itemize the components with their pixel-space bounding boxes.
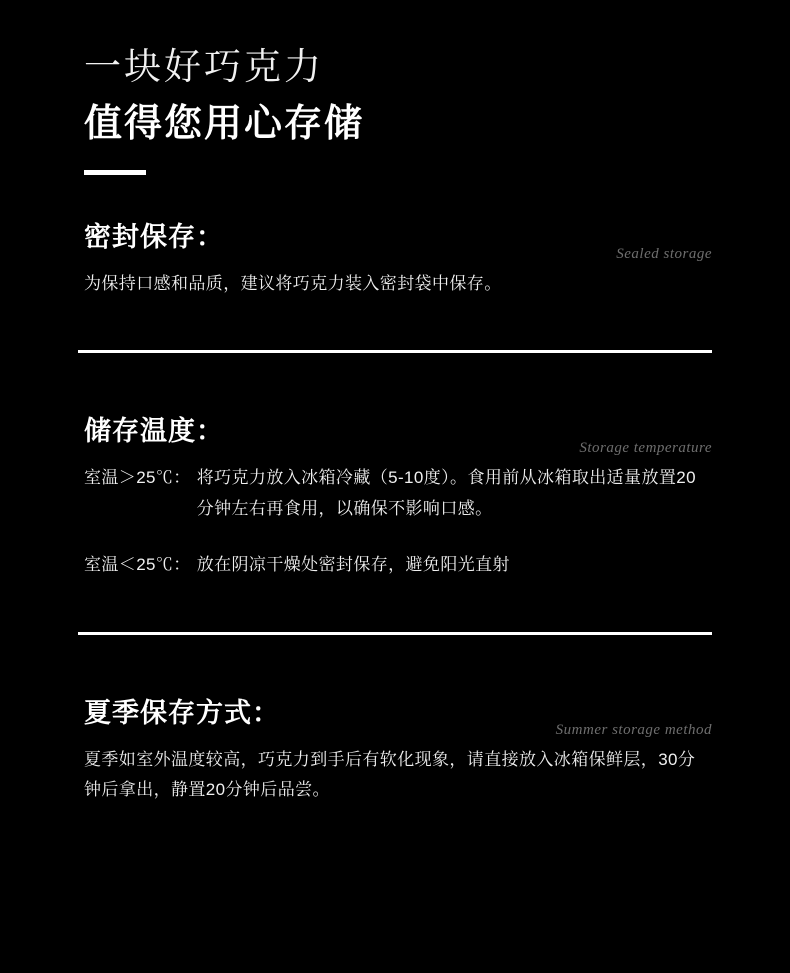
temperature-row [84, 550, 712, 580]
page-title-line-1: 一块好巧克力 [84, 46, 324, 87]
section-summer-storage-head [84, 691, 712, 745]
section-sealed-storage-title: 密封保存： [84, 221, 224, 252]
section-summer-storage-body: 夏季如室外温度较高，巧克力到手后有软化现象，请直接放入冰箱保鲜层，30分钟后拿出，静置20分钟后品尝。 [84, 750, 696, 799]
section-sealed-storage-head [84, 215, 712, 269]
section-sealed-storage-title-en: Sealed storage [616, 245, 712, 262]
section-summer-storage-title: 夏季保存方式： [84, 698, 280, 729]
page-header [0, 0, 790, 175]
section-storage-temperature-title: 储存温度： [84, 416, 224, 447]
section-summer-storage-title-en: Summer storage method [555, 722, 712, 739]
page-title-line-2: 值得您用心存储 [84, 103, 365, 146]
section-sealed-storage [0, 215, 790, 299]
temperature-row-label: 室温＞25℃： [84, 468, 191, 488]
section-summer-storage [0, 691, 790, 805]
section-storage-temperature-head [84, 409, 712, 463]
temperature-row [84, 463, 712, 524]
section-storage-temperature-title-en: Storage temperature [579, 440, 712, 457]
temperature-row-value: 放在阴凉干燥处密封保存，避免阳光直射 [196, 554, 510, 574]
temperature-row-value: 将巧克力放入冰箱冷藏（5-10度）。食用前从冰箱取出适量放置20分钟左右再食用，以确保不影响口感。 [196, 468, 696, 518]
section-sealed-storage-body: 为保持口感和品质，建议将巧克力装入密封袋中保存。 [84, 273, 502, 293]
section-storage-temperature [0, 409, 790, 580]
temperature-row-label: 室温＜25℃： [84, 554, 191, 574]
